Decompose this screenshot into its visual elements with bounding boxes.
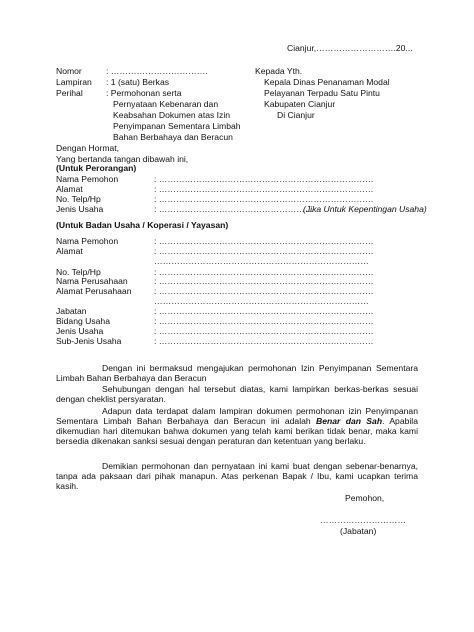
field-value: : ………………………………………………………………… <box>154 316 374 326</box>
field-label: Bidang Usaha <box>56 316 110 326</box>
lampiran-label: Lampiran <box>56 77 92 87</box>
recipient-line: Kepala Dinas Penanaman Modal <box>264 77 390 87</box>
field-value-continued: ………………………………………………………………… <box>154 296 369 306</box>
paragraph-4: Demikian permohonan dan pernyataan ini kami buat dengan sebenar-benarnya, tanpa ada paksaan dari pihak manapun. Atas perkenan Bapak / Ibu, kami ucapkan terima kasih. <box>56 461 418 491</box>
field-label: Nama Perusahaan <box>56 276 128 286</box>
field-label: No. Telp/Hp <box>56 267 101 277</box>
field-value: : ………………………………………………………………… <box>154 306 374 316</box>
intro: Yang bertanda tangan dibawah ini, <box>56 154 189 164</box>
field-label: Jabatan <box>56 306 87 316</box>
jabatan-label: (Jabatan) <box>340 526 377 536</box>
field-value: : ……………………………………………… <box>154 204 314 214</box>
nomor-value: : ……………………………. <box>106 66 208 76</box>
lampiran-value: : 1 (satu) Berkas <box>106 77 170 87</box>
paragraph-2: Sehubungan dengan hal tersebut diatas, kami lampirkan berkas-berkas sesuai dengan cheklist persyaratan. <box>56 384 418 404</box>
signature-dots: ………………………… <box>320 515 406 525</box>
recipient-city: Di Cianjur <box>277 110 315 120</box>
field-value: : ………………………………………………………………… <box>154 286 374 296</box>
recipient-line: Pelayanan Terpadu Satu Pintu <box>264 88 380 98</box>
field-label: No. Telp/Hp <box>56 194 101 204</box>
place-date: Cianjur,……………………….20... <box>287 43 413 53</box>
greeting: Dengan Hormat, <box>56 143 120 153</box>
field-value: : ………………………………………………………………… <box>154 194 374 204</box>
paragraph-3-text: Adapun data terdapat dalam lampiran dokumen permohonan izin Penyimpanan Sementara Limbah Bahan Berbahaya dan Beracun ini adalah <box>56 406 418 426</box>
field-label: Jenis Usaha <box>56 326 104 336</box>
field-value: : ………………………………………………………………… <box>154 326 374 336</box>
perihal-line: Pernyataan Kebenaran dan <box>113 99 219 109</box>
badan-title: (Untuk Badan Usaha / Koperasi / Yayasan) <box>56 220 229 230</box>
paragraph-1: Dengan ini bermaksud mengajukan permohonan Izin Penyimpanan Sementara Limbah Bahan Berbahaya dan Beracun <box>56 363 418 383</box>
field-value: : ………………………………………………………………… <box>154 174 374 184</box>
field-value: : ………………………………………………………………… <box>154 276 374 286</box>
paragraph-3-text-end: . Apabila dikemudian hari ditemukan bahwa dokumen yang telah kami berikan tidak benar, maka kami bersedia dikenakan sanksi sesuai dengan peraturan dan ketentuan yang berlaku. <box>56 415 418 446</box>
field-value: : ………………………………………………………………… <box>154 184 374 194</box>
field-value: : ………………………………………………………………… <box>154 246 374 256</box>
field-value: : ………………………………………………………………… <box>154 267 374 277</box>
recipient-line: Kabupaten Cianjur <box>264 99 336 109</box>
perihal-line: Bahan Berbahaya dan Beracun <box>113 132 233 142</box>
perihal-line: Keabsahan Dokumen atas Izin <box>113 110 231 120</box>
benar-dan-sah-emphasis: Benar dan Sah <box>316 415 383 426</box>
perihal-label: Perihal <box>56 88 83 98</box>
perorangan-title: (Untuk Perorangan) <box>56 163 137 173</box>
perihal-value: : Permohonan serta <box>106 88 182 98</box>
field-label: Nama Pemohon <box>56 236 119 246</box>
field-value: : ………………………………………………………………… <box>154 336 374 346</box>
field-label: Alamat <box>56 246 83 256</box>
closing-pemohon: Pemohon, <box>345 493 385 503</box>
paragraph-3 <box>56 407 418 447</box>
field-label: Alamat <box>56 184 83 194</box>
field-label: Sub-Jenis Usaha <box>56 336 122 346</box>
field-label: Alamat Perusahaan <box>56 286 132 296</box>
jenis-usaha-note: (Jika Untuk Kepentingan Usaha) <box>303 204 427 214</box>
field-label: Jenis Usaha <box>56 204 104 214</box>
field-label: Nama Pemohon <box>56 174 119 184</box>
field-value-continued: ………………………………………………………………… <box>154 256 369 266</box>
recipient-heading: Kepada Yth. <box>255 66 303 76</box>
nomor-label: Nomor <box>56 66 82 76</box>
field-value: : ………………………………………………………………… <box>154 236 374 246</box>
perihal-line: Penyimpanan Sementara Limbah <box>113 121 241 131</box>
